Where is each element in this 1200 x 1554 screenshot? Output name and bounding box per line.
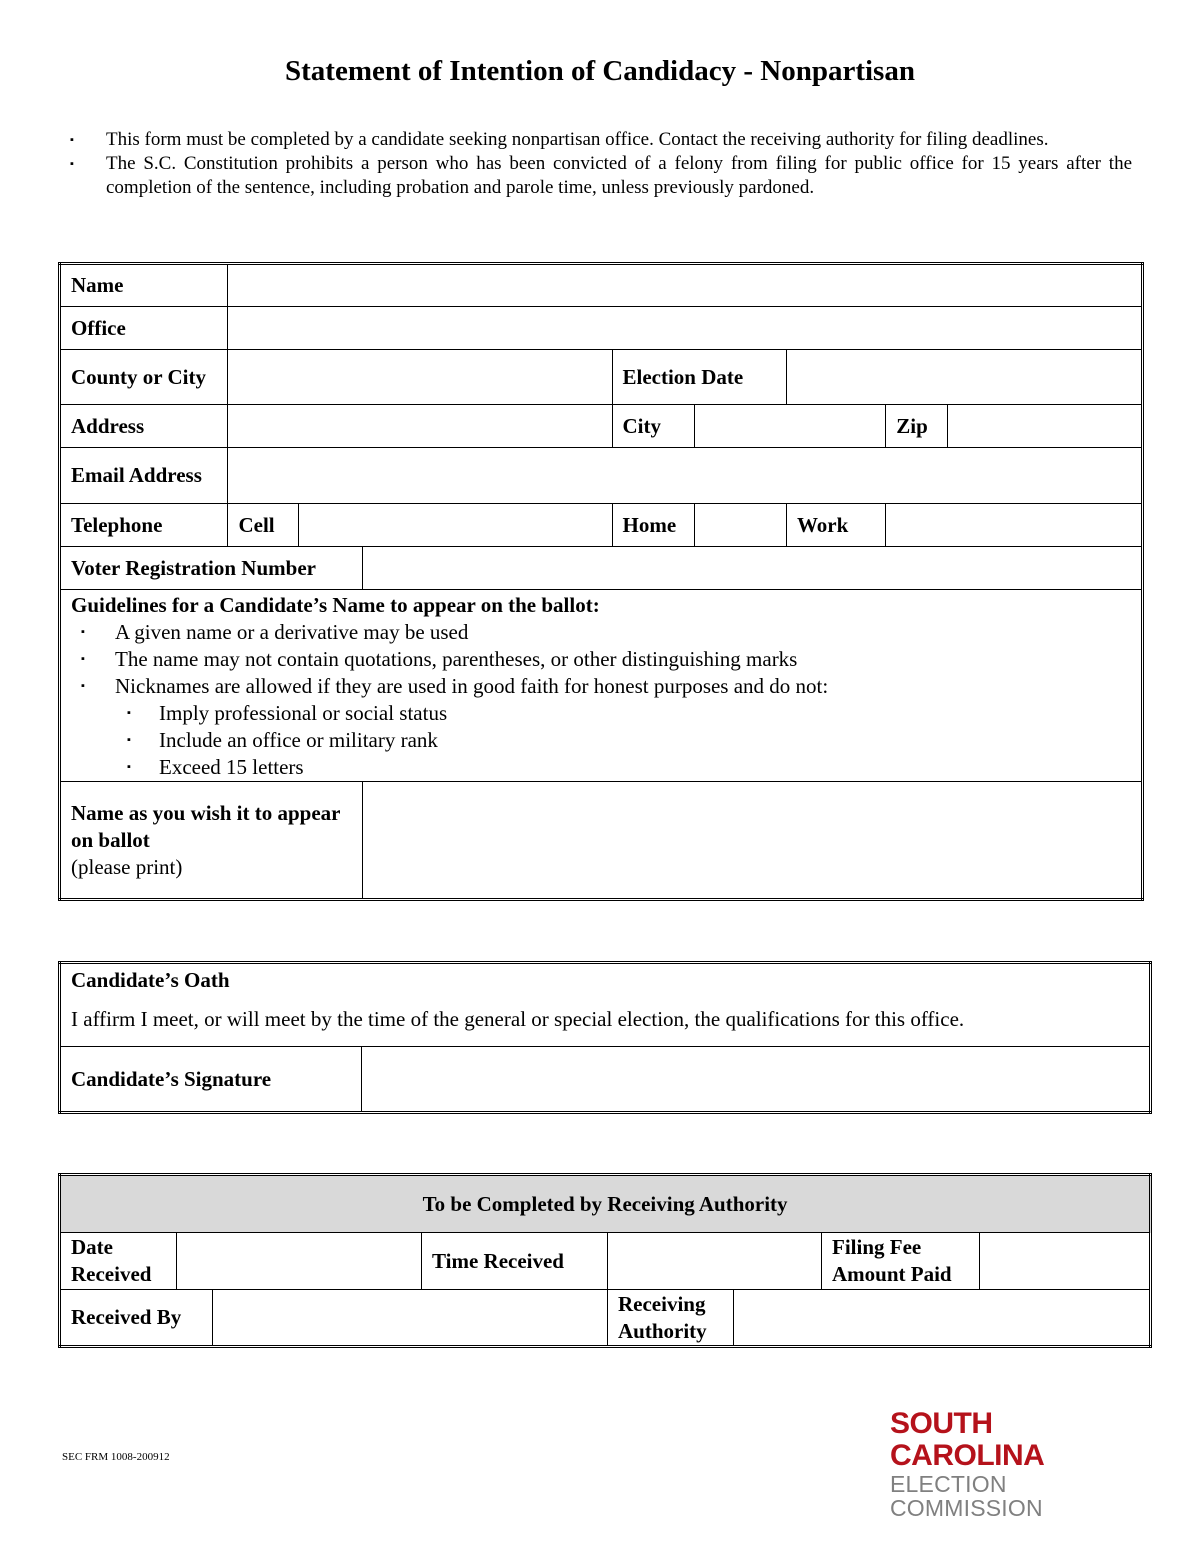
address-label: Address	[60, 405, 228, 448]
receiving-authority-field[interactable]	[734, 1290, 1151, 1347]
oath-table	[58, 961, 1152, 1114]
oath-box	[60, 963, 1151, 1047]
email-label: Email Address	[60, 448, 228, 504]
date-received-field[interactable]	[177, 1233, 422, 1290]
ballot-name-label-cell	[60, 782, 363, 900]
bullet-icon: ▪	[127, 734, 131, 746]
address-field[interactable]	[228, 405, 612, 448]
work-phone-field[interactable]	[886, 504, 1143, 547]
guideline-item: ▪ A given name or a derivative may be used	[81, 620, 469, 644]
date-received-label: Date Received	[60, 1233, 177, 1290]
form-title: Statement of Intention of Candidacy - Nonpartisan	[285, 55, 915, 87]
home-label: Home	[612, 504, 694, 547]
candidate-info-table	[58, 262, 1144, 901]
instruction-item: ▪ The S.C. Constitution prohibits a person who has been convicted of a felony from filing for public office for 15 years after the completion of the sentence, including probation and parole time, unless previously pardoned.	[70, 153, 1132, 198]
time-received-field[interactable]	[608, 1233, 822, 1290]
election-date-field[interactable]	[786, 350, 1142, 405]
bullet-icon: ▪	[81, 626, 85, 638]
bullet-icon: ▪	[81, 680, 85, 692]
received-by-label: Received By	[60, 1290, 213, 1347]
voter-registration-field[interactable]	[362, 547, 1142, 590]
filing-fee-field[interactable]	[980, 1233, 1151, 1290]
county-label: County or City	[60, 350, 228, 405]
bullet-icon: ▪	[127, 707, 131, 719]
email-field[interactable]	[228, 448, 1143, 504]
filing-fee-label: Filing Fee Amount Paid	[822, 1233, 980, 1290]
logo-line-1: SOUTH CAROLINA	[890, 1407, 1045, 1472]
signature-label: Candidate’s Signature	[60, 1047, 362, 1113]
cell-phone-field[interactable]	[298, 504, 612, 547]
city-field[interactable]	[694, 405, 886, 448]
ballot-name-sublabel: (please print)	[71, 854, 183, 879]
ballot-name-label: Name as you wish it to appear on ballot	[71, 800, 341, 852]
county-field[interactable]	[228, 350, 612, 405]
form-code: SEC FRM 1008-200912	[62, 1451, 170, 1463]
bullet-icon: ▪	[127, 761, 131, 773]
zip-label: Zip	[886, 405, 948, 448]
office-field[interactable]	[228, 307, 1143, 350]
bullet-icon: ▪	[70, 134, 74, 146]
bullet-icon: ▪	[70, 158, 74, 170]
receiving-authority-header: To be Completed by Receiving Authority	[60, 1175, 1151, 1233]
name-label: Name	[60, 264, 228, 307]
office-label: Office	[60, 307, 228, 350]
guidelines-box	[60, 590, 1143, 782]
instruction-item: ▪ This form must be completed by a candidate seeking nonpartisan office. Contact the receiving authority for filing deadlines.	[70, 129, 1049, 150]
election-commission-logo	[890, 1408, 1152, 1520]
telephone-label: Telephone	[60, 504, 228, 547]
ballot-name-field[interactable]	[362, 782, 1142, 900]
logo-line-2: ELECTION COMMISSION	[890, 1471, 1043, 1521]
election-date-label: Election Date	[612, 350, 786, 405]
guidelines-title: Guidelines for a Candidate’s Name to appear on the ballot:	[71, 593, 600, 617]
cell-label: Cell	[228, 504, 298, 547]
receiving-authority-table	[58, 1173, 1152, 1348]
name-field[interactable]	[228, 264, 1143, 307]
voter-registration-label: Voter Registration Number	[60, 547, 363, 590]
bullet-icon: ▪	[81, 653, 85, 665]
zip-field[interactable]	[948, 405, 1143, 448]
city-label: City	[612, 405, 694, 448]
work-label: Work	[786, 504, 885, 547]
guideline-item: ▪ Nicknames are allowed if they are used in good faith for honest purposes and do not:	[81, 674, 829, 698]
guideline-sub-item: ▪ Include an office or military rank	[127, 728, 438, 752]
instructions-list	[70, 128, 1132, 200]
oath-text: I affirm I meet, or will meet by the time of the general or special election, the qualifications for this office.	[71, 1007, 965, 1031]
signature-field[interactable]	[362, 1047, 1151, 1113]
oath-title: Candidate’s Oath	[71, 968, 230, 992]
guideline-item: ▪ The name may not contain quotations, parentheses, or other distinguishing marks	[81, 647, 798, 671]
time-received-label-cell	[422, 1233, 608, 1290]
guideline-sub-item: ▪ Imply professional or social status	[127, 701, 448, 725]
home-phone-field[interactable]	[694, 504, 786, 547]
receiving-authority-label: Receiving Authority	[608, 1290, 734, 1347]
time-received-label: Time Received	[432, 1248, 564, 1273]
received-by-field[interactable]	[213, 1290, 608, 1347]
guideline-sub-item: ▪ Exceed 15 letters	[127, 755, 304, 779]
